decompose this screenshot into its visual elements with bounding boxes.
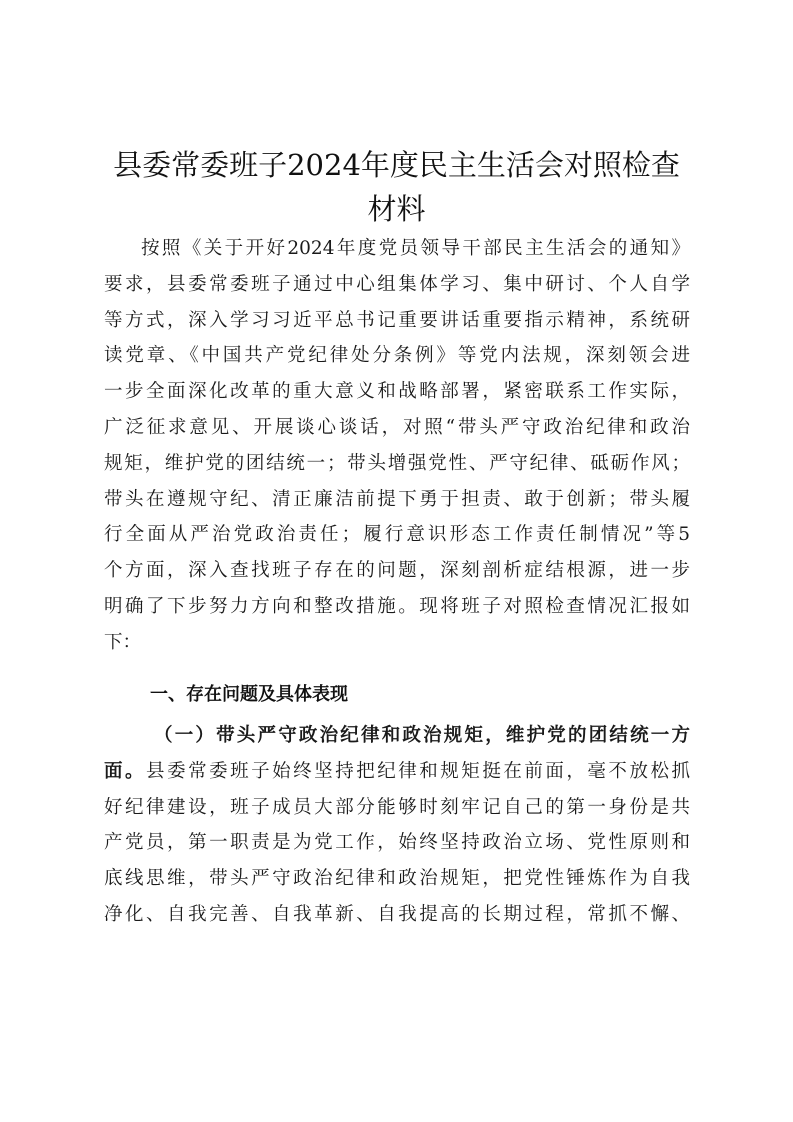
intro-line: 规矩，维护党的团结统一；带头增强党性、严守纪律、砥砺作风； <box>104 452 690 474</box>
intro-line: 下： <box>104 631 142 653</box>
subsection-heading-end: 面。 <box>104 760 147 782</box>
intro-line: 广泛征求意见、开展谈心谈话，对照“带头严守政治纪律和政治 <box>104 416 690 438</box>
subsection-line <box>104 754 690 790</box>
intro-line: 行全面从严治党政治责任；履行意识形态工作责任制情况”等5 <box>104 524 690 546</box>
subsection-line: 产党员，第一职责是为党工作，始终坚持政治立场、党性原则和 <box>104 832 690 854</box>
intro-line: 个方面，深入查找班子存在的问题，深刻剖析症结根源，进一步 <box>104 560 690 582</box>
intro-line: 等方式，深入学习习近平总书记重要讲话重要指示精神，系统研 <box>104 309 690 331</box>
section-heading: 一、存在问题及具体表现 <box>150 684 348 705</box>
intro-line: 读党章、《中国共产党纪律处分条例》等党内法规，深刻领会进 <box>104 345 690 367</box>
intro-line: 按照《关于开好2024年度党员领导干部民主生活会的通知》 <box>141 238 690 259</box>
intro-line: 一步全面深化改革的重大意义和战略部署，紧密联系工作实际， <box>104 381 690 403</box>
document-title <box>100 143 693 231</box>
subsection-line: 好纪律建设，班子成员大部分能够时刻牢记自己的第一身份是共 <box>104 796 690 818</box>
intro-line: 要求，县委常委班子通过中心组集体学习、集中研讨、个人自学 <box>104 273 690 295</box>
title-line-1: 县委常委班子2024年度民主生活会对照检查 <box>113 148 680 182</box>
subsection-line: 底线思维，带头严守政治纪律和政治规矩，把党性锤炼作为自我 <box>104 868 690 890</box>
intro-line: 带头在遵规守纪、清正廉洁前提下勇于担责、敢于创新；带头履 <box>104 488 690 510</box>
intro-paragraph <box>104 231 690 661</box>
subsection-text: 县委常委班子始终坚持把纪律和规矩挺在前面，毫不放松抓 <box>146 760 690 782</box>
intro-line: 明确了下步努力方向和整改措施。现将班子对照检查情况汇报如 <box>104 595 690 617</box>
subsection-paragraph <box>104 718 690 933</box>
subsection-line: 净化、自我完善、自我革新、自我提高的长期过程，常抓不懈、 <box>104 903 690 925</box>
subsection-heading: （一）带头严守政治纪律和政治规矩，维护党的团结统一方 <box>154 725 690 746</box>
title-line-2: 材料 <box>367 192 426 226</box>
